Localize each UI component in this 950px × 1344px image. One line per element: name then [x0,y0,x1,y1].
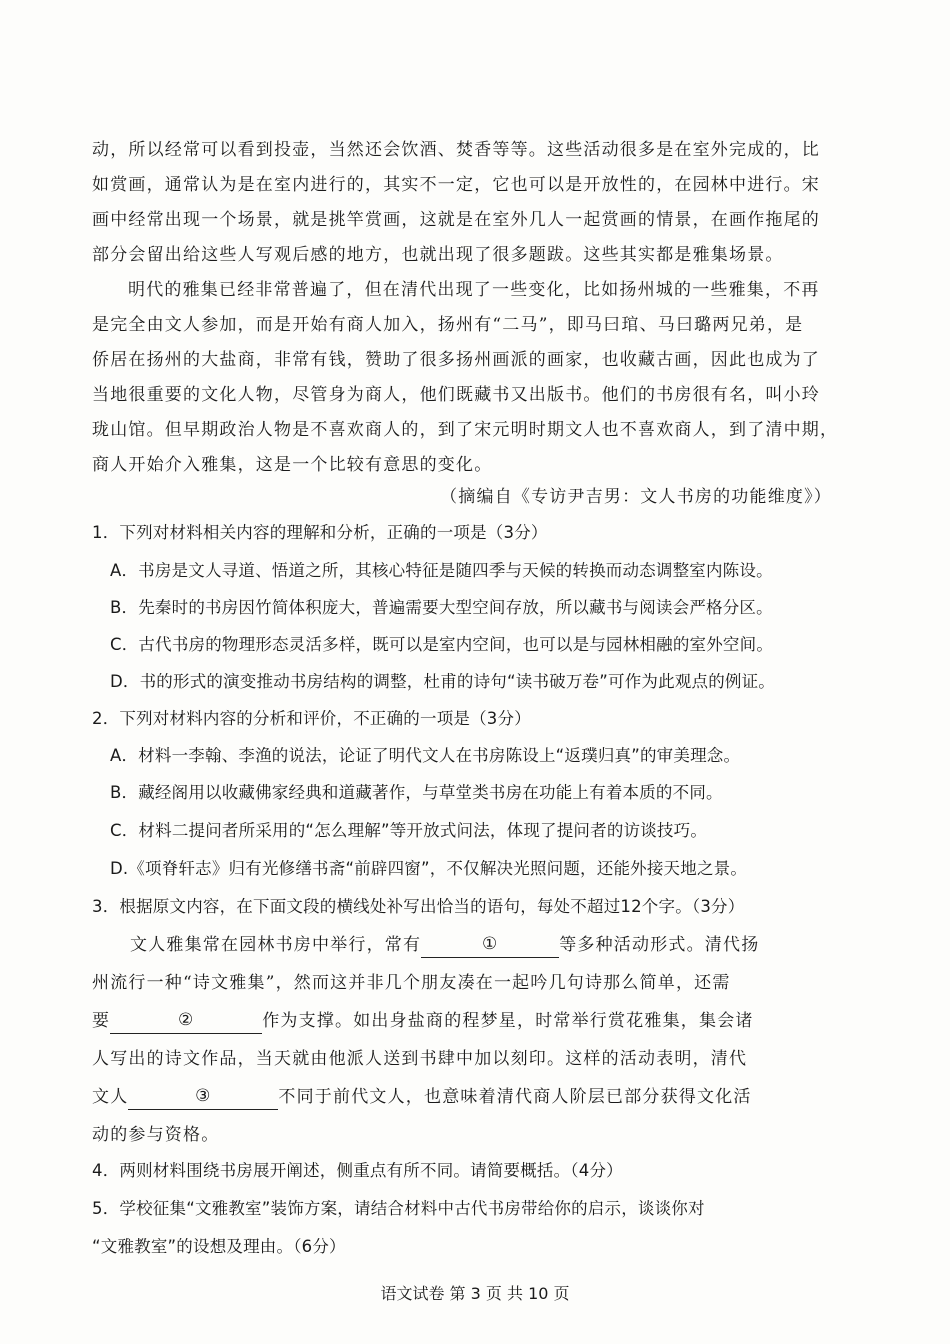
question-2-option-c: C．材料二提问者所采用的“怎么理解”等开放式问法，体现了提问者的访谈技巧。 [110,821,708,840]
q3-text: 文人 [92,1087,129,1107]
q3-text: 文人雅集常在园林书房中举行，常有 [130,935,422,955]
passage-line: 明代的雅集已经非常普遍了，但在清代出现了一些变化，比如扬州城的一些雅集，不再 [128,280,820,300]
passage-line: 画中经常出现一个场景，就是挑竿赏画，这就是在室外几人一起赏画的情景，在画作拖尾的 [92,210,820,230]
passage-line: 动，所以经常可以看到投壶，当然还会饮酒、焚香等等。这些活动很多是在室外完成的，比 [92,140,820,160]
question-4-stem: 4．两则材料围绕书房展开阐述，侧重点有所不同。请简要概括。（4分） [92,1161,623,1180]
question-1-stem: 1．下列对材料相关内容的理解和分析，正确的一项是（3分） [92,523,548,542]
passage-line: 是完全由文人参加，而是开始有商人加入，扬州有“二马”，即马曰琯、马曰璐两兄弟，是 [92,315,804,335]
fill-blank-1[interactable]: ① [421,933,559,958]
q3-text: 不同于前代文人，也意味着清代商人阶层已部分获得文化活 [278,1087,752,1107]
question-2-option-d: D.《项脊轩志》归有光修缮书斋“前辟四窗”，不仅解决光照问题，还能外接天地之景。 [110,859,748,878]
passage-line: 侨居在扬州的大盐商，非常有钱，赞助了很多扬州画派的画家，也收藏古画，因此也成为了 [92,350,820,370]
question-3-paragraph-line [92,1084,850,1110]
question-3-stem: 3．根据原文内容，在下面文段的横线处补写出恰当的语句，每处不超过12个字。（3分） [92,897,745,916]
question-2-option-b: B．藏经阁用以收藏佛家经典和道藏著作，与草堂类书房在功能上有着本质的不同。 [110,783,723,802]
question-1-option-a: A．书房是文人寻道、悟道之所，其核心特征是随四季与天候的转换而动态调整室内陈设。 [110,561,773,580]
question-2-option-a: A．材料一李翰、李渔的说法，论证了明代文人在书房陈设上“返璞归真”的审美理念。 [110,746,741,765]
question-3-paragraph-line: 州流行一种“诗文雅集”，然而这并非几个朋友凑在一起吟几句诗那么简单，还需 [92,973,731,993]
passage-line: 商人开始介入雅集，这是一个比较有意思的变化。 [92,455,493,475]
question-1-option-d: D．书的形式的演变推动书房结构的调整，杜甫的诗句“读书破万卷”可作为此观点的例证。 [110,672,776,691]
q3-text: 要 [92,1011,111,1031]
q3-text: 等多种活动形式。清代扬 [559,935,760,955]
question-3-paragraph-line: 人写出的诗文作品，当天就由他派人送到书肆中加以刻印。这样的活动表明，清代 [92,1049,748,1069]
page-footer: 语文试卷 第 3 页 共 10 页 [380,1284,570,1303]
question-3-paragraph-line [130,932,850,958]
question-3-paragraph-line [92,1008,850,1034]
question-2-stem: 2．下列对材料内容的分析和评价，不正确的一项是（3分） [92,709,531,728]
question-1-option-c: C．古代书房的物理形态灵活多样，既可以是室内空间，也可以是与园林相融的室外空间。 [110,635,774,654]
fill-blank-3[interactable]: ③ [128,1085,278,1110]
passage-line: 如赏画，通常认为是在室内进行的，其实不一定，它也可以是开放性的，在园林中进行。宋 [92,175,820,195]
passage-line: 珑山馆。但早期政治人物是不喜欢商人的，到了宋元明时期文人也不喜欢商人，到了清中期， [92,420,839,440]
passage-line: 部分会留出给这些人写观后感的地方，也就出现了很多题跋。这些其实都是雅集场景。 [92,245,784,265]
q3-text: 作为支撑。如出身盐商的程梦星，时常举行赏花雅集，集会诸 [262,1011,754,1031]
question-3-paragraph-line: 动的参与资格。 [92,1125,220,1145]
question-5-stem: 5．学校征集“文雅教室”装饰方案，请结合材料中古代书房带给你的启示，谈谈你对 [92,1199,705,1218]
question-5-stem-continued: “文雅教室”的设想及理由。（6分） [92,1237,346,1256]
question-1-option-b: B．先秦时的书房因竹简体积庞大，普遍需要大型空间存放，所以藏书与阅读会严格分区。 [110,598,773,617]
fill-blank-2[interactable]: ② [110,1009,262,1034]
passage-source: （摘编自《专访尹吉男：文人书房的功能维度》） [440,487,832,507]
passage-line: 当地很重要的文化人物，尽管身为商人，他们既藏书又出版书。他们的书房很有名，叫小玲 [92,385,820,405]
